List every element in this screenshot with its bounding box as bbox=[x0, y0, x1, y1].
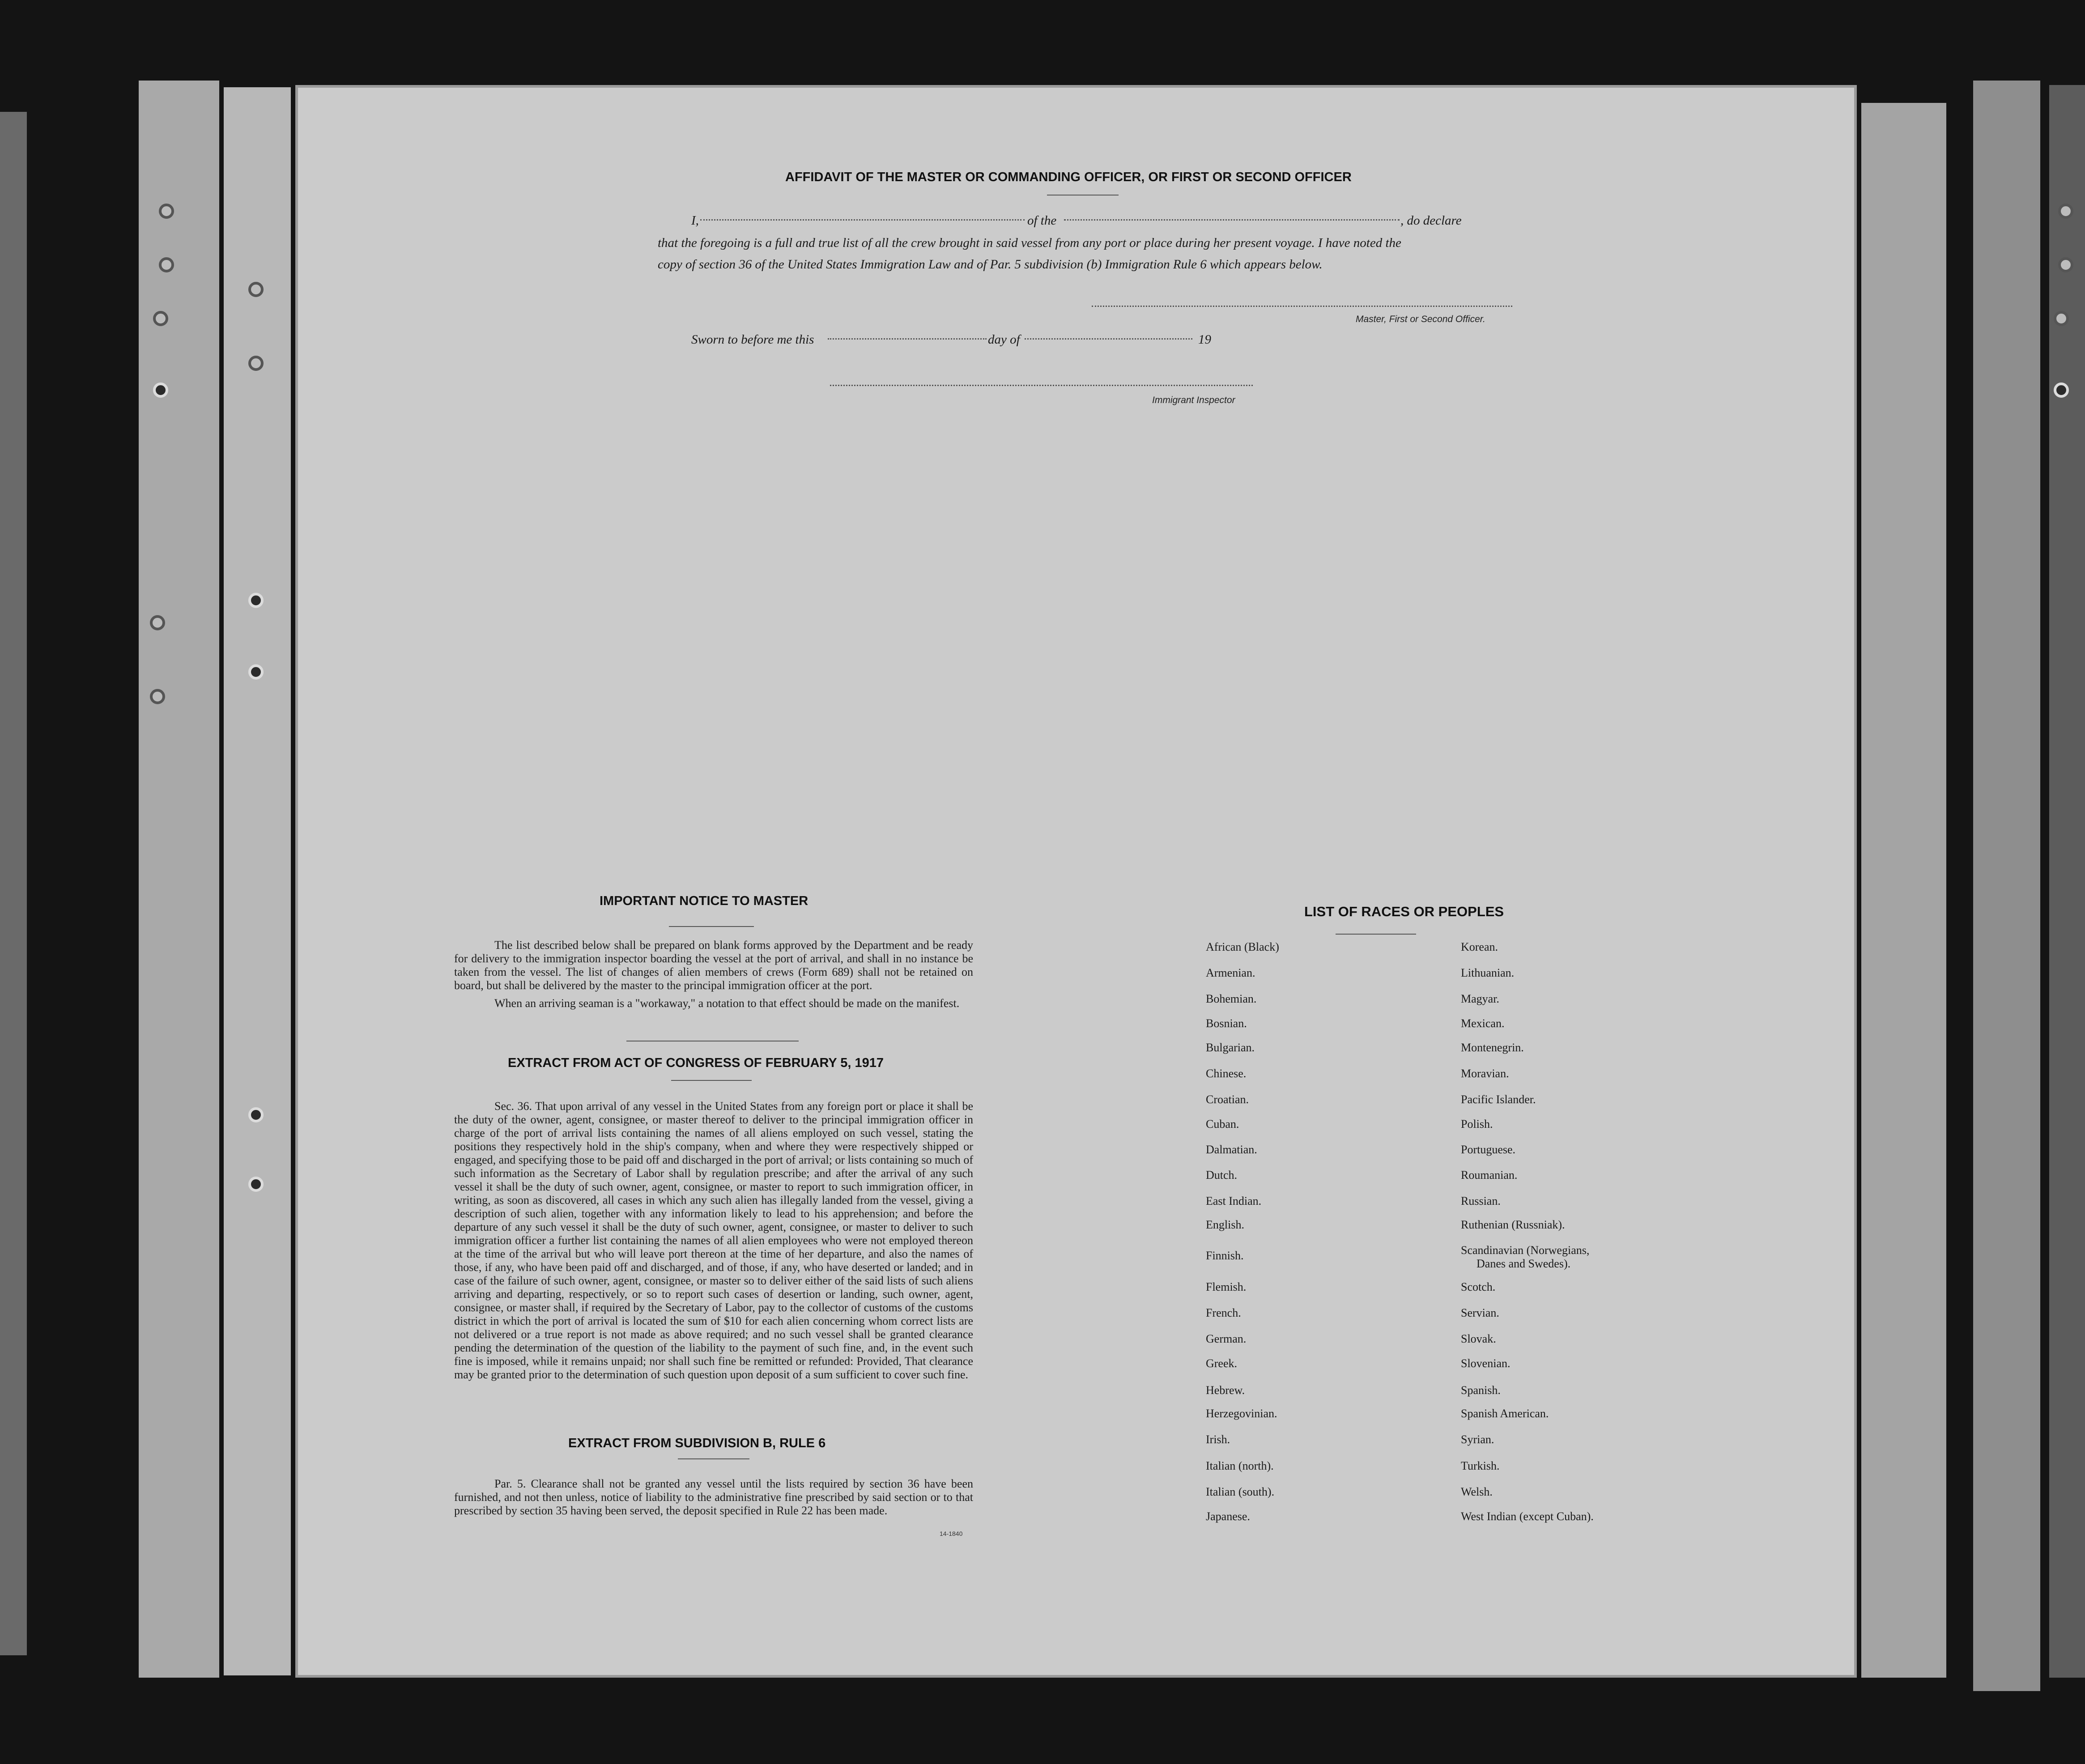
punch-hole bbox=[2058, 204, 2073, 219]
sworn-label: Sworn to before me this bbox=[691, 332, 814, 347]
race-item: Montenegrin. bbox=[1461, 1041, 1524, 1054]
race-item: Scandinavian (Norwegians, bbox=[1461, 1244, 1590, 1257]
race-item: Lithuanian. bbox=[1461, 966, 1515, 979]
race-item: West Indian (except Cuban). bbox=[1461, 1510, 1594, 1523]
notice-paragraph-1: The list described below shall be prepared on blank forms approved by the Department and be ready for delivery to the immigration inspector boarding the vessel at the port of arrival, and shall in no instance be taken from the vessel. The list of changes of alien members of crews (Form 689) shall not be retained on board, but shall be delivered by the master to the principal immigration officer at the port. bbox=[454, 939, 973, 992]
race-item: Cuban. bbox=[1206, 1118, 1239, 1131]
punch-hole bbox=[159, 204, 174, 219]
notice-title: IMPORTANT NOTICE TO MASTER bbox=[600, 894, 808, 908]
affidavit-declare: , do declare bbox=[1400, 213, 1462, 228]
race-item: African (Black) bbox=[1206, 940, 1279, 953]
punch-hole bbox=[248, 356, 264, 371]
race-item: Magyar. bbox=[1461, 992, 1499, 1005]
sworn-day-field[interactable] bbox=[828, 338, 987, 340]
race-item: Armenian. bbox=[1206, 966, 1255, 979]
race-item: German. bbox=[1206, 1332, 1247, 1345]
punch-hole bbox=[2058, 257, 2073, 272]
race-item: Italian (north). bbox=[1206, 1459, 1274, 1472]
extract-act-title: EXTRACT FROM ACT OF CONGRESS OF FEBRUARY 5, 1917 bbox=[508, 1056, 884, 1070]
affidavit-title: AFFIDAVIT OF THE MASTER OR COMMANDING OFFICER, OR FIRST OR SECOND OFFICER bbox=[785, 170, 1352, 184]
race-item: East Indian. bbox=[1206, 1194, 1262, 1207]
day-of-label: day of bbox=[988, 332, 1020, 347]
race-item: Bosnian. bbox=[1206, 1017, 1247, 1030]
race-item: Moravian. bbox=[1461, 1067, 1509, 1080]
left-outer-page bbox=[139, 81, 219, 1678]
race-item: Bohemian. bbox=[1206, 992, 1257, 1005]
race-item: Chinese. bbox=[1206, 1067, 1247, 1080]
race-item: Hebrew. bbox=[1206, 1384, 1245, 1397]
punch-hole bbox=[248, 664, 264, 680]
right-outer-page bbox=[1973, 81, 2040, 1691]
races-rule bbox=[1336, 934, 1416, 935]
inspector-signature-field[interactable] bbox=[830, 385, 1253, 386]
punch-hole bbox=[159, 257, 174, 272]
master-name-field[interactable] bbox=[700, 219, 1025, 221]
right-edge-strip bbox=[2049, 85, 2085, 1678]
race-item: Korean. bbox=[1461, 940, 1498, 953]
race-item: Welsh. bbox=[1461, 1485, 1493, 1498]
extract-act-text: Sec. 36. That upon arrival of any vessel in the United States from any foreign port or place it shall be the duty of the owner, agent, consignee, or master thereof to deliver to the principal immigration officer in charge of the port of arrival lists containing the names of all aliens employed on such vessel, stating the positions they respectively hold in the ship's company, when and where they were respectively shipped or engaged, and specifying those to be paid off and discharged in the port of arrival; or lists containing so much of such information as the Secretary of Labor shall by regulation prescribe; and after the arrival of any such vessel it shall be the duty of such owner, agent, consignee, or master to report to such immigration officer, in writing, as soon as discovered, all cases in which any such alien has illegally landed from the vessel, giving a description of such alien, together with any information likely to lead to his apprehension; and before the departure of any such vessel it shall be the duty of such owner, agent, consignee, or master to deliver to such immigration officer a further list containing the names of all alien employees who were not employed thereon at the time of the arrival but who will leave port thereon at the time of her departure, and also the names of those, if any, who have been paid off and discharged, and of those, if any, who have deserted or landed; and in case of the failure of such owner, agent, consignee, or master so to deliver either of the said lists of such aliens arriving and departing, respectively, or so to report such cases of desertion or landing, such owner, agent, consignee, or master shall, if required by the Secretary of Labor, pay to the collector of customs of the customs district in which the port of arrival is located the sum of $10 for each alien concerning whom correct lists are not delivered or a true report is not made as above required; and no such vessel shall be granted clearance pending the determination of the question of the liability to the payment of such fine, and, in the event such fine is imposed, while it remains unpaid; nor shall such fine be remitted or refunded: Provided, That clearance may be granted prior to the determination of such question upon deposit of a sum sufficient to cover such fine. bbox=[454, 1100, 973, 1381]
race-item: Ruthenian (Russniak). bbox=[1461, 1218, 1565, 1231]
affidavit-line-2: that the foregoing is a full and true list of all the crew brought in said vessel from any port or place during her present voyage. I have noted the bbox=[658, 236, 1401, 250]
title-rule bbox=[1047, 195, 1119, 196]
vessel-name-field[interactable] bbox=[1064, 219, 1400, 221]
race-item: Italian (south). bbox=[1206, 1485, 1275, 1498]
race-item: Portuguese. bbox=[1461, 1143, 1516, 1156]
notice-rule bbox=[669, 926, 754, 927]
sworn-month-field[interactable] bbox=[1025, 338, 1192, 340]
race-item: Mexican. bbox=[1461, 1017, 1505, 1030]
race-item-continued: Danes and Swedes). bbox=[1477, 1257, 1571, 1270]
master-signature-label: Master, First or Second Officer. bbox=[1356, 314, 1485, 324]
race-item: Finnish. bbox=[1206, 1249, 1244, 1262]
race-item: Flemish. bbox=[1206, 1280, 1247, 1293]
punch-hole bbox=[248, 1107, 264, 1122]
extract-rule-text: Par. 5. Clearance shall not be granted any vessel until the lists required by section 36 have been furnished, and not then unless, notice of liability to the administrative fine prescribed by said section or to that prescribed by section 35 having been served, the deposit specified in Rule 22 has been made. bbox=[454, 1477, 973, 1517]
punch-hole bbox=[248, 593, 264, 608]
punch-hole bbox=[150, 615, 165, 630]
race-item: Herzegovinian. bbox=[1206, 1407, 1277, 1420]
race-item: Slovenian. bbox=[1461, 1357, 1511, 1370]
extract-rule-title: EXTRACT FROM SUBDIVISION B, RULE 6 bbox=[568, 1436, 826, 1450]
form-number: 14-1840 bbox=[940, 1530, 963, 1537]
punch-hole bbox=[150, 689, 165, 704]
race-item: Bulgarian. bbox=[1206, 1041, 1255, 1054]
affidavit-of-the: of the bbox=[1027, 213, 1057, 228]
master-signature-field[interactable] bbox=[1092, 306, 1512, 307]
punch-hole bbox=[2054, 383, 2069, 398]
affidavit-line-3: copy of section 36 of the United States Immigration Law and of Par. 5 subdivision (b) Immigration Rule 6 which appears below. bbox=[658, 257, 1323, 272]
race-item: Syrian. bbox=[1461, 1433, 1494, 1446]
race-item: Slovak. bbox=[1461, 1332, 1496, 1345]
race-item: Spanish American. bbox=[1461, 1407, 1549, 1420]
race-item: Russian. bbox=[1461, 1194, 1501, 1207]
affidavit-i: I, bbox=[691, 213, 699, 228]
race-item: Irish. bbox=[1206, 1433, 1230, 1446]
race-item: Greek. bbox=[1206, 1357, 1238, 1370]
race-item: Pacific Islander. bbox=[1461, 1093, 1536, 1106]
race-item: English. bbox=[1206, 1218, 1244, 1231]
left-edge-strip bbox=[0, 112, 27, 1655]
punch-hole bbox=[248, 1177, 264, 1192]
race-item: Spanish. bbox=[1461, 1384, 1501, 1397]
races-title: LIST OF RACES OR PEOPLES bbox=[1304, 904, 1504, 919]
race-item: Dutch. bbox=[1206, 1169, 1238, 1182]
year-label: 19 bbox=[1198, 332, 1211, 347]
notice-paragraph-2: When an arriving seaman is a "workaway," a notation to that effect should be made on the manifest. bbox=[494, 997, 960, 1010]
race-item: Croatian. bbox=[1206, 1093, 1249, 1106]
punch-hole bbox=[248, 282, 264, 297]
race-item: Roumanian. bbox=[1461, 1169, 1518, 1182]
race-item: French. bbox=[1206, 1306, 1241, 1319]
extract-act-rule bbox=[671, 1080, 752, 1081]
inspector-label: Immigrant Inspector bbox=[1152, 395, 1235, 405]
race-item: Scotch. bbox=[1461, 1280, 1496, 1293]
race-item: Polish. bbox=[1461, 1118, 1493, 1131]
race-item: Turkish. bbox=[1461, 1459, 1500, 1472]
race-item: Servian. bbox=[1461, 1306, 1499, 1319]
punch-hole bbox=[153, 311, 168, 326]
race-item: Dalmatian. bbox=[1206, 1143, 1257, 1156]
race-item: Japanese. bbox=[1206, 1510, 1250, 1523]
punch-hole bbox=[153, 383, 168, 398]
right-inner-page bbox=[1861, 103, 1946, 1678]
extract-rule-rule bbox=[678, 1458, 749, 1459]
punch-hole bbox=[2054, 311, 2069, 326]
left-inner-page bbox=[224, 87, 291, 1675]
manifest-back-page bbox=[295, 85, 1857, 1678]
